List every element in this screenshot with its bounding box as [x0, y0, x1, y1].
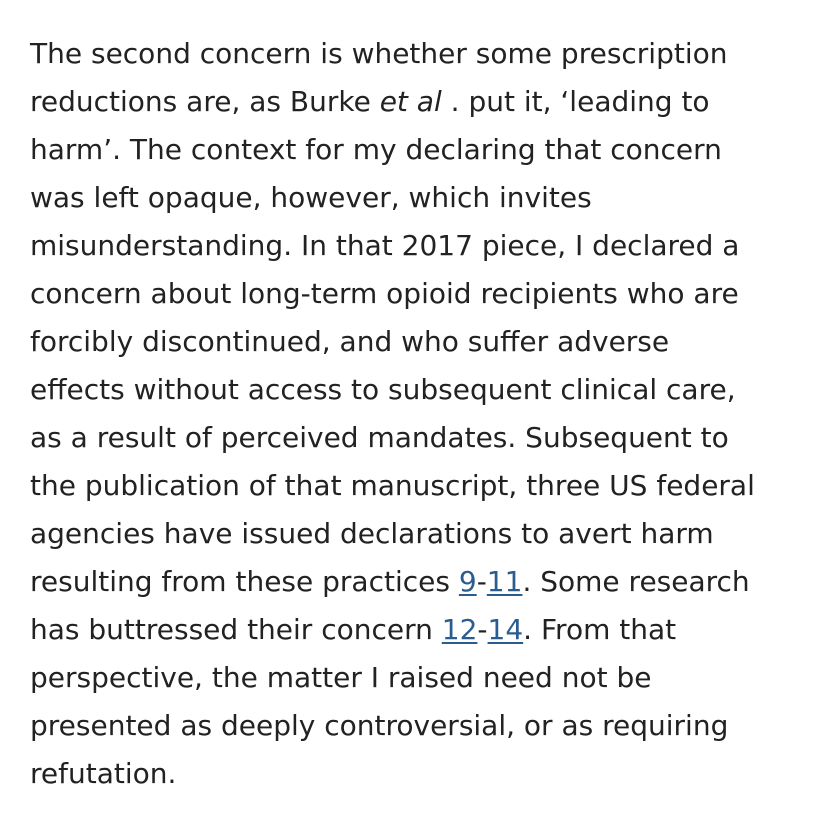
text-line [30, 78, 810, 126]
text-line: misunderstanding. In that 2017 piece, I declared a [30, 229, 740, 262]
reference-link-11[interactable]: 11 [486, 565, 523, 598]
range-dash: - [476, 565, 487, 598]
text-line: concern about long-term opioid recipients who are [30, 277, 739, 310]
text-line: The second concern is whether some prescription [30, 37, 728, 70]
text-line: was left opaque, however, which invites [30, 181, 592, 214]
text-line: the publication of that manuscript, three US federal [30, 469, 755, 502]
text-span: has buttressed their concern [30, 613, 442, 646]
reference-link-12[interactable]: 12 [441, 613, 478, 646]
text-span: . put it, ‘leading to [441, 85, 710, 118]
text-line: refutation. [30, 757, 177, 790]
italic-et-al: et al [379, 85, 442, 118]
text-line: agencies have issued declarations to avert harm [30, 517, 714, 550]
text-span: resulting from these practices [30, 565, 459, 598]
reference-link-9[interactable]: 9 [458, 565, 477, 598]
text-line [30, 558, 810, 606]
text-line: presented as deeply controversial, or as requiring [30, 709, 729, 742]
text-line [30, 606, 810, 654]
article-paragraph [30, 30, 810, 798]
text-line: forcibly discontinued, and who suffer adverse [30, 325, 670, 358]
text-span: . From that [523, 613, 677, 646]
text-line: as a result of perceived mandates. Subsequent to [30, 421, 729, 454]
range-dash: - [477, 613, 488, 646]
text-span: reductions are, as Burke [30, 85, 380, 118]
text-line: effects without access to subsequent clinical care, [30, 373, 736, 406]
reference-link-14[interactable]: 14 [487, 613, 524, 646]
text-span: . Some research [522, 565, 750, 598]
text-line: harm’. The context for my declaring that concern [30, 133, 722, 166]
text-line: perspective, the matter I raised need not be [30, 661, 652, 694]
